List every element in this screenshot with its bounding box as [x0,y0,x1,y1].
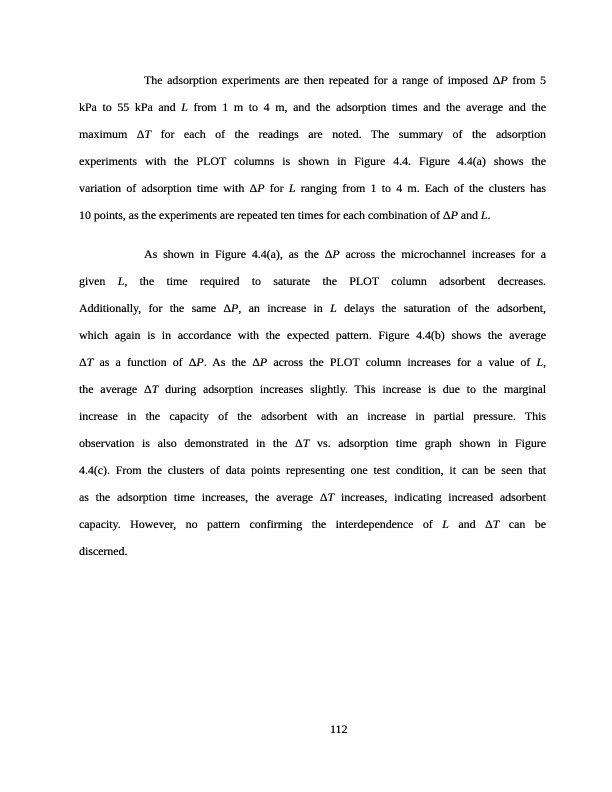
text-segment: and [457,208,481,222]
variable-italic: L [330,301,337,315]
text-segment: , the time required to saturate the PLOT column adsorbent decreases. [124,274,546,288]
text-line [79,349,546,376]
text-line [79,295,546,322]
text-line [79,241,546,268]
variable-italic: P [196,355,204,369]
text-line [79,148,546,175]
variable-italic: L [442,517,449,531]
text-segment: 4.4(c). From the clusters of data points representing one test condition, it can be seen that [79,463,546,477]
text-segment: . [487,208,491,222]
text-segment: as the adsorption time increases, the average Δ [79,490,328,504]
variable-italic: P [259,355,268,369]
paragraph [79,241,546,565]
paragraph [79,67,546,229]
variable-italic: L [480,208,488,222]
text-line [79,457,546,484]
text-segment: The adsorption experiments are then repeated for a range of imposed Δ [144,73,501,87]
text-segment: variation of adsorption time with Δ [79,181,258,195]
text-segment: for each of the readings are noted. The summary of the adsorption [151,127,546,141]
text-segment: increases, indicating increased adsorbent [334,490,546,504]
variable-italic: T [86,355,94,369]
text-segment: Additionally, for the same Δ [79,301,232,315]
text-segment: can be [499,517,546,531]
text-segment: increase in the capacity of the adsorbent with an increase in partial pressure. This [79,409,546,423]
text-line [79,538,546,565]
variable-italic: T [302,436,310,450]
variable-italic: L [117,274,125,288]
variable-italic: T [492,517,500,531]
text-line [79,94,546,121]
variable-italic: P [500,73,508,87]
variable-italic: P [450,208,458,222]
text-line [79,403,546,430]
text-segment: capacity. However, no pattern confirming the interdependence of [79,517,443,531]
text-segment: discerned. [79,544,128,558]
variable-italic: P [257,181,265,195]
text-segment: vs. adsorption time graph shown in Figure [309,436,547,450]
text-segment: Δ [79,355,87,369]
text-segment: , [543,355,547,369]
text-line [79,175,546,202]
text-line [79,202,546,229]
text-segment: kPa to 55 kPa and [79,100,182,114]
text-segment: As shown in Figure 4.4(a), as the Δ [144,247,333,261]
variable-italic: L [536,355,544,369]
text-line [79,376,546,403]
text-segment: . As the Δ [203,355,260,369]
text-segment: across the PLOT column increases for a value of [267,355,537,369]
page-number: 112 [330,722,348,736]
text-line [79,484,546,511]
variable-italic: P [332,247,340,261]
text-segment: , an increase in [238,301,331,315]
variable-italic: P [231,301,239,315]
text-segment: from 1 m to 4 m, and the adsorption times and the average and the [187,100,546,114]
text-segment: during adsorption increases slightly. This increase is due to the marginal [158,382,546,396]
text-segment: for [264,181,289,195]
variable-italic: T [144,127,152,141]
variable-italic: L [181,100,188,114]
text-segment: experiments with the PLOT columns is shown in Figure 4.4. Figure 4.4(a) shows the [79,154,546,168]
text-segment: ranging from 1 to 4 m. Each of the clusters has [295,181,547,195]
text-line [79,430,546,457]
text-line [79,268,546,295]
text-segment: observation is also demonstrated in the Δ [79,436,303,450]
text-segment: which again is in accordance with the expected pattern. Figure 4.4(b) shows the average [79,328,546,342]
text-segment: delays the saturation of the adsorbent, [336,301,546,315]
variable-italic: T [327,490,335,504]
variable-italic: L [288,181,296,195]
text-segment: given [79,274,118,288]
variable-italic: T [151,382,159,396]
text-segment: across the microchannel increases for a [339,247,546,261]
text-segment: 10 points, as the experiments are repeated ten times for each combination of Δ [79,208,451,222]
text-segment: and Δ [448,517,493,531]
text-line [79,121,546,148]
text-segment: the average Δ [79,382,152,396]
text-segment: as a function of Δ [93,355,197,369]
text-line [79,322,546,349]
text-segment: maximum Δ [79,127,145,141]
text-line [79,67,546,94]
body-text [79,67,546,565]
text-segment: from 5 [507,73,546,87]
text-line [79,511,546,538]
